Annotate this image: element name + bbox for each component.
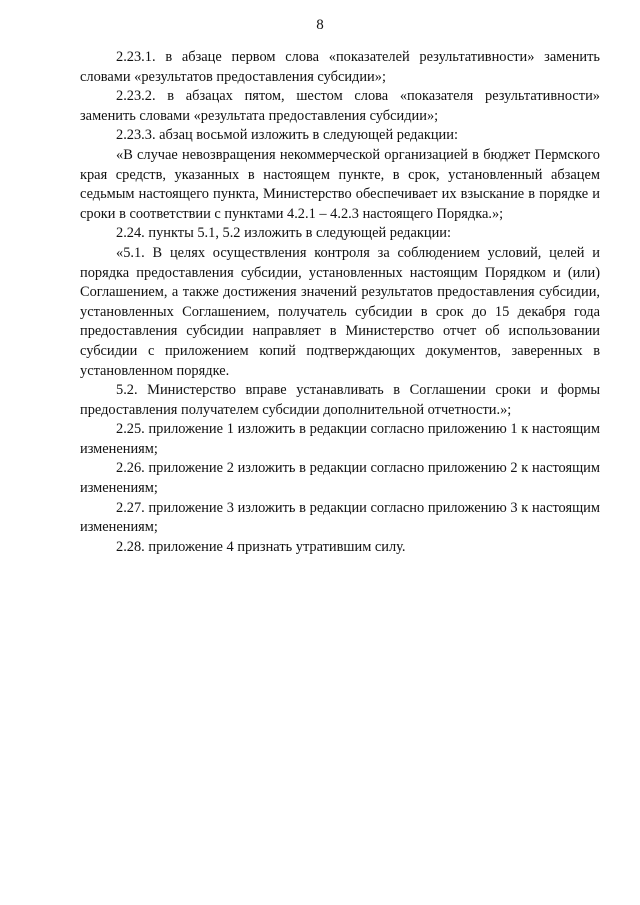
paragraph-2-23-2: 2.23.2. в абзацах пятом, шестом слова «показателя результативности» заменить словами «результата предоставления субсидии»; bbox=[80, 88, 600, 124]
paragraph-2-26: 2.26. приложение 2 изложить в редакции согласно приложению 2 к настоящим изменениям; bbox=[80, 460, 600, 497]
paragraph-2-23-1: 2.23.1. в абзаце первом слова «показателей результативности» заменить словами «результатов предоставления субсидии»; bbox=[80, 49, 600, 85]
paragraph-2-24: 2.24. пункты 5.1, 5.2 изложить в следующей редакции: bbox=[116, 225, 451, 242]
document-body bbox=[80, 48, 600, 557]
paragraph-2-28: 2.28. приложение 4 признать утратившим силу. bbox=[116, 538, 406, 555]
paragraph-5-1: «5.1. В целях осуществления контроля за соблюдением условий, целей и порядка предоставления субсидии, установленных настоящим Порядком и (или) Соглашением, а также достижения значений результатов предоставления субсидии, установленных Соглашением, получатель субсидии в срок до 15 декабря года предоставления субсидии направляет в Министерство отчет об использовании субсидии с приложением копий подтверждающих документов, заверенных в установленном порядке. bbox=[80, 244, 600, 379]
paragraph-2-27: 2.27. приложение 3 изложить в редакции согласно приложению 3 к настоящим изменениям; bbox=[80, 499, 600, 536]
paragraph-2-23-3: 2.23.3. абзац восьмой изложить в следующей редакции: bbox=[116, 127, 458, 144]
page-number: 8 bbox=[316, 17, 324, 33]
paragraph-2-25: 2.25. приложение 1 изложить в редакции согласно приложению 1 к настоящим изменениям; bbox=[80, 421, 600, 457]
paragraph-quoted-abzac: «В случае невозвращения некоммерческой организацией в бюджет Пермского края средств, указанных в настоящем пункте, в срок, установленный абзацем седьмым настоящего пункта, Министерство обеспечивает их взыскание в порядке и сроки в соответствии с пунктами 4.2.1 – 4.2.3 настоящего Порядка.»; bbox=[80, 146, 600, 222]
paragraph-5-2: 5.2. Министерство вправе устанавливать в Соглашении сроки и формы предоставления получателем субсидии дополнительной отчетности.»; bbox=[80, 382, 600, 418]
